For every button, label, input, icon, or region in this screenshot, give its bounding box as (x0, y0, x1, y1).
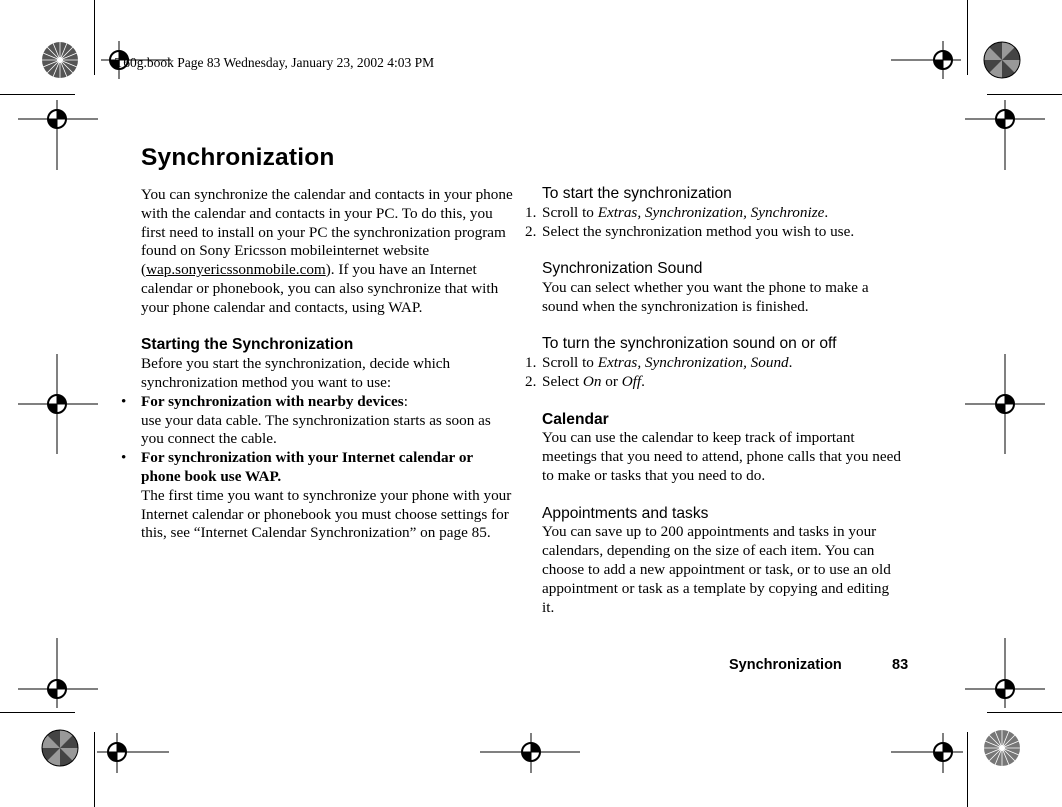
registration-mark-icon (18, 354, 98, 454)
bullet-item (121, 449, 513, 543)
menu-path: Extras, Synchronization, Synchronize (597, 203, 825, 221)
numbered-step (525, 223, 910, 242)
intro-text: You can synchronize the calendar and contacts in your phone with the calendar and contacts in your PC. To do this, you first need to install on your PC the synchronization program found on Sony Ericsson mobileinternet website ( (141, 186, 513, 279)
section-heading-sound: Synchronization Sound (542, 260, 703, 278)
numbered-step (525, 373, 910, 392)
starburst-target-icon (983, 41, 1021, 79)
registration-mark-icon (965, 100, 1045, 170)
registration-mark-icon (18, 638, 98, 708)
menu-path: Extras, Synchronization, Sound (597, 354, 789, 372)
registration-mark-icon (891, 41, 961, 79)
crop-line (94, 732, 95, 807)
bullet-marker: • (121, 392, 127, 410)
crop-line (987, 712, 1062, 713)
bullet-item (121, 392, 513, 449)
step-number: 2. (525, 222, 537, 240)
print-slug: T60g.book Page 83 Wednesday, January 23, 2002 4:03 PM (115, 55, 435, 70)
website-link[interactable]: wap.sonyericssonmobile.com (146, 261, 326, 279)
numbered-step (525, 204, 910, 223)
right-column (525, 185, 910, 617)
starburst-target-icon (983, 729, 1021, 767)
calendar-text: You can use the calendar to keep track of important meetings that you need to attend, phone calls that you need to make or tasks that you need to do. (542, 429, 901, 484)
section-heading-toggle: To turn the synchronization sound on or off (542, 335, 837, 353)
registration-mark-icon (965, 638, 1045, 708)
numbered-step (525, 354, 910, 373)
page-title: Synchronization (141, 144, 335, 171)
step-text: Select (542, 372, 583, 390)
option-off: Off (621, 372, 642, 390)
bullet-title: For synchronization with your Internet calendar or phone book use WAP. (141, 449, 473, 485)
bullet-title: For synchronization with nearby devices (141, 392, 404, 410)
section-heading-starting: Starting the Synchronization (141, 336, 354, 354)
registration-mark-icon (480, 733, 580, 773)
step-text-end: . (824, 203, 829, 221)
step-number: 1. (525, 203, 537, 221)
crop-line (0, 712, 75, 713)
starting-text: Before you start the synchronization, decide which synchronization method you want to use: (141, 355, 451, 391)
intro-text-continued: ). If you have an Internet calendar or phonebook, you can also synchronize that with your phone calendar and contacts, using WAP. (141, 261, 499, 316)
bullet-text: use your data cable. The synchronization starts as soon as you connect the cable. (141, 411, 491, 448)
starburst-target-icon (41, 41, 79, 79)
crop-line (0, 94, 75, 95)
section-heading-appointments: Appointments and tasks (542, 504, 709, 522)
bullet-text: The first time you want to synchronize your phone with your Internet calendar or phonebook you must choose settings for this, see “Internet Calendar Synchronization” on page 85. (141, 486, 512, 542)
footer-section-title: Synchronization (729, 657, 842, 673)
step-text-end: . (788, 354, 793, 372)
bullet-title-suffix: : (403, 392, 408, 410)
crop-line (967, 0, 968, 75)
registration-mark-icon (18, 100, 98, 170)
appointments-text: You can save up to 200 appointments and tasks in your calendars, depending on the size of each item. You can choose to add a new appointment or task, or to use an old appointment or task as a template by copying and editing it. (542, 523, 891, 616)
step-text: Scroll to (542, 354, 598, 372)
section-heading-calendar: Calendar (542, 410, 609, 428)
step-text: Scroll to (542, 203, 598, 221)
intro-paragraph (141, 186, 513, 318)
step-number: 1. (525, 354, 537, 372)
sound-text: You can select whether you want the phone to make a sound when the synchronization is finished. (542, 278, 869, 315)
bullet-marker: • (121, 449, 127, 467)
option-on: On (582, 372, 602, 390)
registration-mark-icon (891, 733, 963, 773)
left-column (121, 186, 513, 543)
step-number: 2. (525, 372, 537, 390)
registration-mark-icon (965, 354, 1045, 454)
registration-mark-icon (97, 733, 169, 773)
crop-line (987, 94, 1062, 95)
section-heading-start: To start the synchronization (542, 185, 732, 202)
step-text-mid: or (601, 372, 622, 390)
starburst-target-icon (41, 729, 79, 767)
crop-line (967, 732, 968, 807)
crop-line (94, 0, 95, 75)
page-number: 83 (892, 657, 909, 673)
step-text-end: . (641, 372, 645, 390)
step-text: Select the synchronization method you wish to use. (542, 222, 855, 240)
